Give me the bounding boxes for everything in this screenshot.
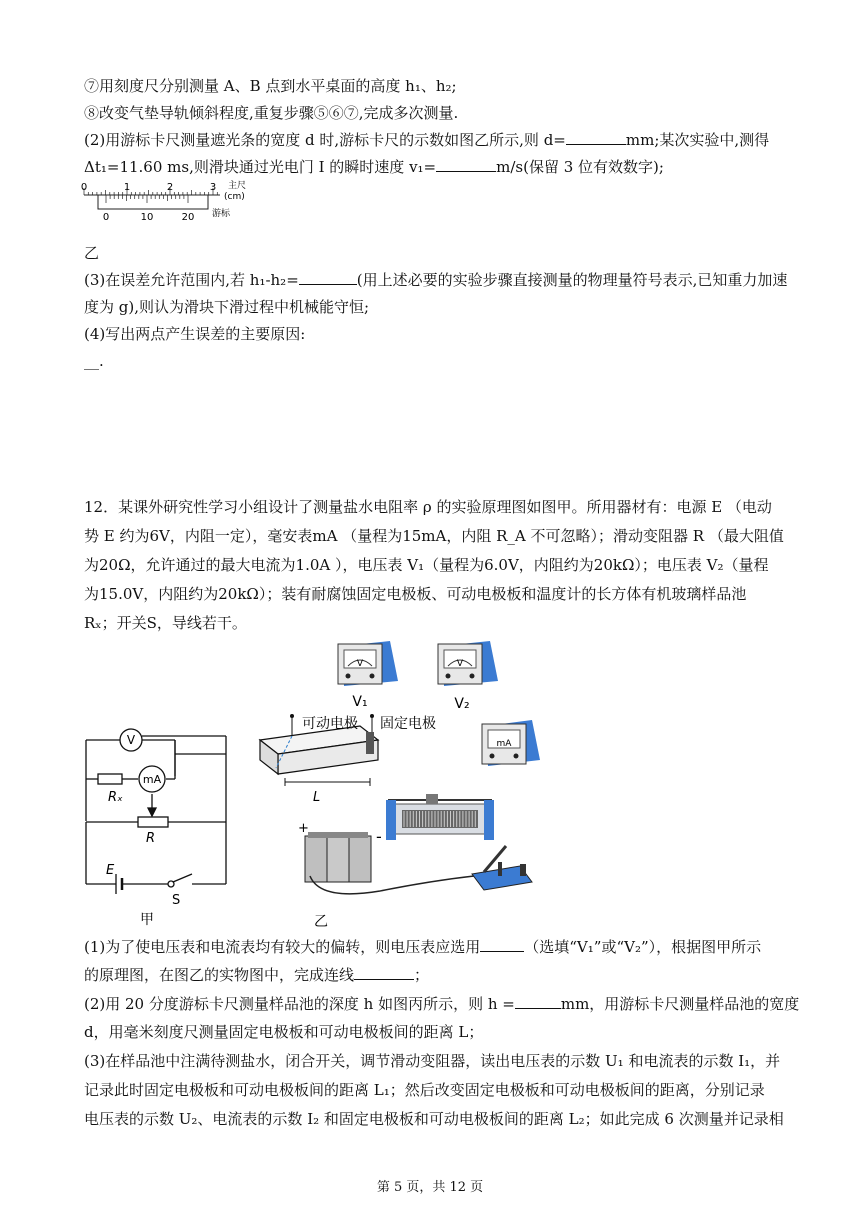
q12-part3-line2: 记录此时固定电极板和可动电极板间的距离 L₁；然后改变固定电极板和可动电极板间的距离，分别记录 bbox=[84, 1081, 765, 1099]
circuit-figure bbox=[80, 636, 550, 931]
answer-blank-voltmeter[interactable] bbox=[480, 937, 524, 952]
switch-device bbox=[472, 846, 532, 890]
q12-part1-line1 bbox=[84, 937, 761, 957]
label-v2: V₂ bbox=[454, 696, 470, 712]
voltmeter-symbol bbox=[120, 729, 142, 751]
vernier-caliper-figure bbox=[80, 178, 260, 228]
figure-label-yi: 乙 bbox=[84, 244, 100, 262]
label-yi-2: 乙 bbox=[314, 914, 328, 930]
q2-text-a: (2)用游标卡尺测量遮光条的宽度 d 时,游标卡尺的示数如图乙所示,则 d= bbox=[84, 131, 566, 149]
q2-text-b: mm;某次实验中,测得 bbox=[625, 131, 770, 149]
voltmeter-v1 bbox=[338, 641, 398, 686]
label-plus: + bbox=[298, 821, 309, 836]
label-fixed-electrode: 固定电极 bbox=[380, 716, 436, 732]
vernier-scale bbox=[98, 195, 231, 223]
answer-blank-d[interactable] bbox=[566, 130, 626, 145]
p1-text-a: (1)为了使电压表和电流表均有较大的偏转，则电压表应选用 bbox=[84, 938, 481, 956]
step-8: ⑧改变气垫导轨倾斜程度,重复步骤⑤⑥⑦,完成多次测量. bbox=[84, 104, 459, 122]
step-7: ⑦用刻度尺分别测量 A、B 点到水平桌面的高度 h₁、h₂; bbox=[84, 77, 457, 95]
main-scale-name: 主尺 bbox=[228, 181, 247, 191]
answer-blank-h-depth[interactable] bbox=[515, 994, 561, 1009]
svg-text:V: V bbox=[456, 659, 464, 669]
main-label-3: 3 bbox=[209, 182, 217, 193]
question-4: (4)写出两点产生误差的主要原因: bbox=[84, 325, 306, 343]
vernier-label-20: 20 bbox=[181, 212, 195, 223]
answer-blank-wiring[interactable] bbox=[354, 965, 414, 980]
label-v1: V₁ bbox=[352, 694, 368, 710]
q12-line-5: Rₓ；开关S，导线若干。 bbox=[84, 614, 247, 632]
main-label-0: 0 bbox=[80, 182, 88, 193]
vernier-label-10: 10 bbox=[140, 212, 154, 223]
label-e: E bbox=[106, 863, 115, 878]
label-rx: Rₓ bbox=[108, 790, 123, 805]
q12-part3-line1: (3)在样品池中注满待测盐水，闭合开关，调节滑动变阻器，读出电压表的示数 U₁ 和电流表的示数 I₁，并 bbox=[84, 1052, 781, 1070]
page-footer: 第 5 页，共 12 页 bbox=[376, 1180, 484, 1195]
label-movable-electrode: 可动电极 bbox=[302, 716, 358, 732]
label-l: L bbox=[313, 790, 321, 805]
main-scale-unit: (cm) bbox=[224, 192, 245, 202]
q12-part1-line2 bbox=[84, 965, 429, 985]
question-2-line-2 bbox=[84, 157, 664, 177]
answer-blank-v1[interactable] bbox=[436, 157, 496, 172]
rheostat-r bbox=[138, 817, 168, 827]
q12-line-2: 势 E 约为6V，内阻一定），毫安表mA （量程为15mA，内阻 R_A 不可忽略）；滑动变阻器 R （最大阻值 bbox=[84, 527, 784, 545]
main-label-1: 1 bbox=[123, 182, 131, 193]
p1-text-b: （选填“V₁”或“V₂”），根据图甲所示 bbox=[524, 938, 762, 956]
svg-text:mA: mA bbox=[496, 739, 512, 749]
svg-text:V: V bbox=[356, 659, 364, 669]
q12-part3-line3: 电压表的示数 U₂、电流表的示数 I₂ 和固定电极板和可动电极板间的距离 L₂；如此完成 6 次测量并记录相 bbox=[84, 1110, 784, 1128]
q3-text-b: (用上述必要的实验步骤直接测量的物理量符号表示,已知重力加速 bbox=[356, 271, 788, 289]
voltmeter-v2 bbox=[438, 641, 498, 686]
label-minus: - bbox=[376, 827, 382, 846]
q2-text-c: Δt₁=11.60 ms,则滑块通过光电门 Ⅰ 的瞬时速度 v₁= bbox=[84, 158, 437, 176]
question-2-line-1 bbox=[84, 130, 769, 150]
q3-text-a: (3)在误差允许范围内,若 h₁-h₂= bbox=[84, 271, 299, 289]
resistor-rx bbox=[98, 774, 122, 784]
q12-line-3: 为20Ω，允许通过的最大电流为1.0A ），电压表 V₁（量程为6.0V，内阻约为20kΩ）；电压表 V₂（量程 bbox=[84, 556, 769, 574]
milliammeter-symbol bbox=[139, 766, 165, 792]
q12-line-1: 12．某课外研究性学习小组设计了测量盐水电阻率 ρ 的实验原理图如图甲。所用器材有：电源 E （电动 bbox=[84, 498, 772, 516]
q12-line-4: 为15.0V，内阻约为20kΩ）；装有耐腐蚀固定电极板、可动电极板和温度计的长方体有机玻璃样品池 bbox=[84, 585, 747, 603]
milliammeter-device bbox=[482, 720, 540, 766]
p2-text-b: mm，用游标卡尺测量样品池的宽度 bbox=[560, 995, 800, 1013]
question-3-line-1 bbox=[84, 270, 787, 290]
main-label-2: 2 bbox=[166, 182, 174, 193]
svg-text:V: V bbox=[126, 733, 136, 747]
vernier-name: 游标 bbox=[212, 209, 231, 219]
switch-lever bbox=[173, 874, 192, 882]
question-4-answer[interactable]: __. bbox=[84, 352, 104, 370]
svg-text:mA: mA bbox=[142, 773, 162, 786]
answer-blank-h[interactable] bbox=[299, 270, 357, 285]
q12-part2-line1 bbox=[84, 994, 799, 1014]
q12-part2-line2: d，用毫米刻度尺测量固定电极板和可动电极板间的距离 L； bbox=[84, 1023, 484, 1041]
p1-text-c: 的原理图，在图乙的实物图中，完成连线 bbox=[84, 966, 355, 984]
vernier-label-0: 0 bbox=[102, 212, 110, 223]
battery-device bbox=[305, 832, 371, 882]
p2-text-a: (2)用 20 分度游标卡尺测量样品池的深度 h 如图丙所示，则 h = bbox=[84, 995, 515, 1013]
label-jia: 甲 bbox=[140, 912, 154, 928]
q2-text-d: m/s(保留 3 位有效数字); bbox=[496, 158, 664, 176]
p1-text-d: ； bbox=[414, 966, 430, 984]
rheostat-device bbox=[386, 794, 494, 840]
label-s: S bbox=[172, 893, 181, 908]
question-3-line-2: 度为 g),则认为滑块下滑过程中机械能守恒; bbox=[84, 298, 370, 316]
label-r: R bbox=[146, 831, 156, 846]
